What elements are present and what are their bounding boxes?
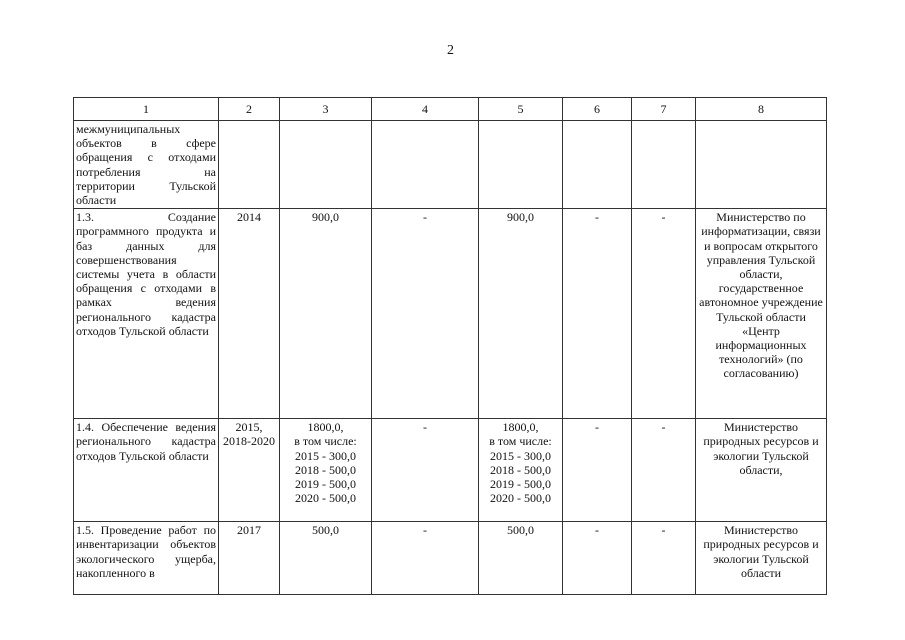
responsible-cell xyxy=(696,121,827,209)
funding-line: 500,0 xyxy=(312,523,339,538)
federal-funding-cell: - xyxy=(372,209,479,419)
other-funding-cell: - xyxy=(632,522,696,595)
funding-line: 2018 - 500,0 xyxy=(295,462,356,477)
funding-line: 2020 - 500,0 xyxy=(295,491,356,506)
funding-line: 900,0 xyxy=(312,210,339,225)
funding-line: 2019 - 500,0 xyxy=(490,477,551,492)
column-header: 5 xyxy=(479,98,563,121)
funding-line: в том числе: xyxy=(294,434,357,449)
federal-funding-cell: - xyxy=(372,522,479,595)
funding-line: 1800,0, xyxy=(502,420,539,435)
other-funding-cell xyxy=(632,121,696,209)
page-number: 2 xyxy=(447,43,454,58)
federal-funding-cell xyxy=(372,121,479,209)
column-header: 6 xyxy=(563,98,632,121)
responsible-cell: Министерство природных ресурсов и экологии Тульской области, xyxy=(696,419,827,522)
total-funding-cell xyxy=(280,522,372,595)
regional-funding-cell xyxy=(479,419,563,522)
column-header: 8 xyxy=(696,98,827,121)
program-table xyxy=(73,97,827,595)
funding-line: 2020 - 500,0 xyxy=(490,491,551,506)
table-row xyxy=(74,209,827,419)
table-row xyxy=(74,121,827,209)
column-header: 3 xyxy=(280,98,372,121)
activity-cell: 1.5. Проведение работ по инвентаризации объектов экологического ущерба, накопленного в xyxy=(74,522,219,595)
activity-cell: межмуниципальных объектов в сфере обращения с отходами потребления на территории Тульской области xyxy=(74,121,219,209)
period-cell: 2017 xyxy=(219,522,280,595)
funding-line: 2019 - 500,0 xyxy=(295,477,356,492)
municipal-funding-cell: - xyxy=(563,419,632,522)
funding-line: 2015 - 300,0 xyxy=(490,448,551,463)
funding-line: 1800,0, xyxy=(307,420,344,435)
column-header: 7 xyxy=(632,98,696,121)
other-funding-cell: - xyxy=(632,419,696,522)
total-funding-cell xyxy=(280,419,372,522)
header-row xyxy=(74,98,827,121)
column-header: 1 xyxy=(74,98,219,121)
funding-line: в том числе: xyxy=(489,434,552,449)
regional-funding-cell xyxy=(479,209,563,419)
period-cell: 2014 xyxy=(219,209,280,419)
table-row xyxy=(74,522,827,595)
table-row xyxy=(74,419,827,522)
funding-line: 900,0 xyxy=(507,210,534,225)
total-funding-cell xyxy=(280,209,372,419)
responsible-cell: Министерство по информатизации, связи и вопросам открытого управления Тульской области, государственное автономное учреждение Тульской области «Центр информационных технологий» (по согласованию) xyxy=(696,209,827,419)
total-funding-cell xyxy=(280,121,372,209)
funding-line: 2018 - 500,0 xyxy=(490,462,551,477)
other-funding-cell: - xyxy=(632,209,696,419)
municipal-funding-cell: - xyxy=(563,209,632,419)
column-header: 2 xyxy=(219,98,280,121)
activity-cell: 1.3. Создание программного продукта и баз данных для совершенствования системы учета в области обращения с отходами в рамках ведения регионального кадастра отходов Тульской области xyxy=(74,209,219,419)
funding-line: 2015 - 300,0 xyxy=(295,448,356,463)
period-cell xyxy=(219,121,280,209)
responsible-cell: Министерство природных ресурсов и экологии Тульской области xyxy=(696,522,827,595)
period-cell: 2015, 2018-2020 xyxy=(219,419,280,522)
activity-cell: 1.4. Обеспечение ведения регионального кадастра отходов Тульской области xyxy=(74,419,219,522)
column-header: 4 xyxy=(372,98,479,121)
regional-funding-cell xyxy=(479,121,563,209)
municipal-funding-cell: - xyxy=(563,522,632,595)
municipal-funding-cell xyxy=(563,121,632,209)
federal-funding-cell: - xyxy=(372,419,479,522)
regional-funding-cell xyxy=(479,522,563,595)
funding-line: 500,0 xyxy=(507,523,534,538)
